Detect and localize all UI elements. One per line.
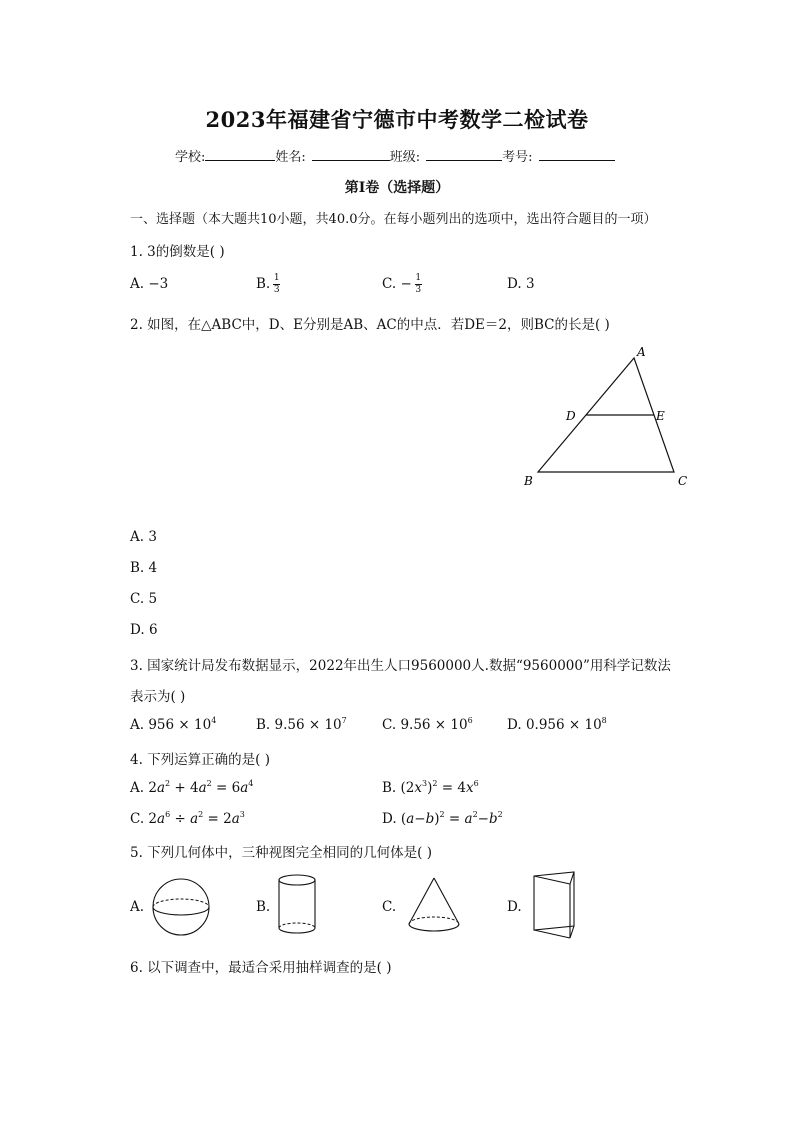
q1-option-a: A. −3 (130, 276, 169, 292)
school-blank (205, 148, 275, 161)
q2-option-d: D. 6 (130, 622, 158, 638)
q3-stem-line2: 表示为( ) (130, 689, 186, 705)
q3-option-b: B. $9.56 \times 10^7$ (256, 716, 347, 733)
name-blank (312, 148, 390, 161)
cone-icon (404, 874, 464, 936)
q3-stem-line1: 3. 国家统计局发布数据显示，2022年出生人口9560000人.数据“9560000”用科学记数法 (130, 658, 671, 674)
q5-option-b-label: B. (256, 899, 271, 915)
student-info-line (175, 146, 615, 165)
triangle-figure (510, 340, 700, 490)
q1-option-b: B. $\frac{1}{3}$ (256, 273, 280, 295)
q2-stem: 2. 如图，在△ABC中，D、E分别是AB、AC的中点．若DE＝2，则BC的长是( ) (130, 317, 610, 333)
q4-option-b: B. $(2x^3)^2 = 4x^6$ (382, 779, 479, 796)
cylinder-icon (274, 872, 320, 938)
q2-option-a: A. 3 (130, 529, 157, 545)
q4-option-a: A. $2a^2 + 4a^2 = 6a^4$ (130, 779, 254, 796)
q3-option-c: C. $9.56 \times 10^6$ (382, 716, 473, 733)
q5-option-a-label: A. (130, 899, 145, 915)
exam-no-label: 考号: (502, 150, 533, 165)
school-label: 学校: (175, 150, 206, 165)
name-label: 姓名: (275, 150, 306, 165)
label-d: D (566, 409, 576, 423)
q3-option-a: A. $956 \times 10^4$ (130, 716, 217, 733)
sphere-icon (150, 876, 214, 938)
q5-option-d-label: D. (507, 899, 522, 915)
exam-no-blank (539, 148, 615, 161)
page-title: 2023年福建省宁德市中考数学二检试卷 (205, 107, 589, 132)
q2-option-b: B. 4 (130, 560, 158, 576)
class-blank (426, 148, 502, 161)
q1-option-c: C. − $\frac{1}{3}$ (382, 273, 422, 295)
label-b: B (524, 474, 533, 488)
label-c: C (678, 474, 688, 488)
section-heading: 一、选择题（本大题共10小题，共40.0分。在每小题列出的选项中，选出符合题目的一项） (130, 212, 657, 227)
label-a: A (637, 345, 646, 359)
label-e: E (656, 409, 665, 423)
q6-stem: 6. 以下调查中，最适合采用抽样调查的是( ) (130, 960, 392, 976)
volume-heading: 第I卷（选择题） (344, 180, 450, 196)
q4-option-d: D. $(a-b)^2 = a^2-b^2$ (382, 810, 503, 827)
class-label: 班级: (389, 150, 421, 165)
triangular-prism-icon (528, 870, 582, 942)
q3-option-d: D. $0.956 \times 10^8$ (507, 716, 607, 733)
q1-option-d: D. 3 (507, 276, 535, 292)
q1-stem: 1. 3的倒数是( ) (130, 244, 225, 260)
q5-option-c-label: C. (382, 899, 397, 915)
q4-option-c: C. $2a^6 \div a^2 = 2a^3$ (130, 810, 245, 827)
q4-stem: 4. 下列运算正确的是( ) (130, 752, 270, 768)
q2-option-c: C. 5 (130, 591, 158, 607)
q5-stem: 5. 下列几何体中，三种视图完全相同的几何体是( ) (130, 845, 432, 861)
